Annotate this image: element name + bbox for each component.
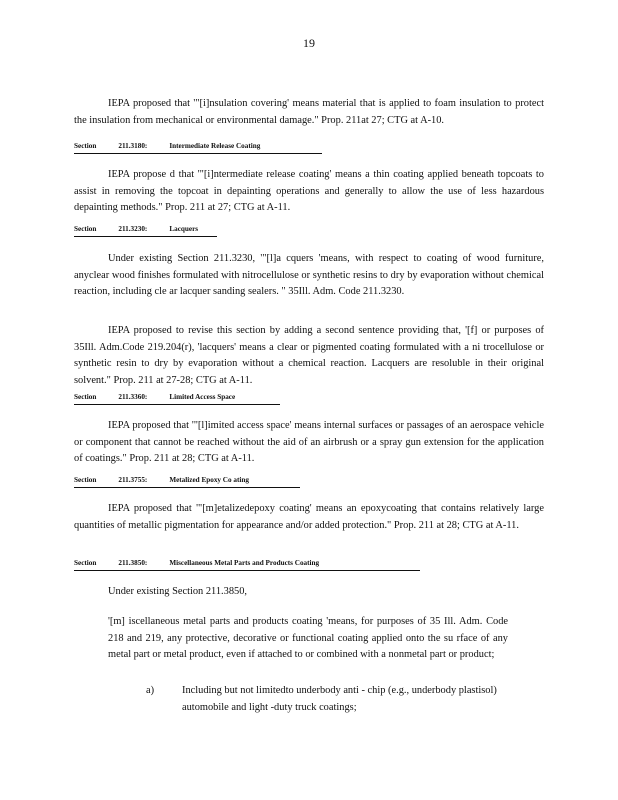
heading-section-number: 211.3180: xyxy=(118,142,148,150)
section-heading-211-3180 xyxy=(74,141,322,154)
paragraph-limited-access-space: IEPA proposed that '"[l]imited access space' means internal surfaces or passages of an aerospace vehicle or component that cannot be reached without the aid of an airbrush or a spray gun extension for the application of coatings." Prop. 211 at 28; CTG at A-11. xyxy=(74,420,544,464)
heading-section-number: 211.3360: xyxy=(118,393,148,401)
heading-section-title: Intermediate Release Coating xyxy=(169,142,261,150)
section-heading-211-3850 xyxy=(74,558,420,571)
heading-section-title: Limited Access Space xyxy=(169,393,236,401)
paragraph-lacquers-existing: Under existing Section 211.3230, '"[l]a cquers 'means, with respect to coating of wood furniture, anyclear wood finishes formulated with nitrocellulose or synthetic resins to dry by evaporation without chemical reaction, including cle ar lacquer sanding sealers. " 35Ill. Adm. Code 211.3230. xyxy=(74,253,544,297)
page-number: 19 xyxy=(303,36,315,50)
heading-section-label: Section xyxy=(74,142,97,150)
section-heading-211-3755 xyxy=(74,475,300,488)
paragraph-misc-metal-existing: Under existing Section 211.3850, xyxy=(108,586,248,597)
paragraph-metalized-epoxy-coating: IEPA proposed that '"[m]etalizedepoxy coating' means an epoxycoating that contains relatively large quantities of metallic pigmentation for appearance and/or added protection." Prop. 211 at 28; CTG at A-11. xyxy=(74,503,544,531)
heading-section-label: Section xyxy=(74,225,97,233)
section-heading-211-3360 xyxy=(74,392,280,405)
heading-section-number: 211.3755: xyxy=(118,476,148,484)
paragraph-intermediate-release-coating: IEPA propose d that '"[i]ntermediate release coating' means a thin coating applied beneath topcoats to assist in removing the topcoat in depainting operations and generally to allow the use of less hazardous depainting methods." Prop. 211 at 27; CTG at A-11. xyxy=(74,169,544,213)
heading-section-label: Section xyxy=(74,393,97,401)
heading-section-label: Section xyxy=(74,476,97,484)
list-item-marker: a) xyxy=(146,685,155,696)
heading-section-title: Metalized Epoxy Co ating xyxy=(169,476,249,484)
heading-section-title: Miscellaneous Metal Parts and Products Coating xyxy=(169,559,320,567)
heading-section-number: 211.3850: xyxy=(118,559,148,567)
heading-section-label: Section xyxy=(74,559,97,567)
section-heading-211-3230 xyxy=(74,224,217,237)
heading-section-number: 211.3230: xyxy=(118,225,148,233)
quoted-definition-misc-metal: '[m] iscellaneous metal parts and products coating 'means, for purposes of 35 Ill. Adm. Code 218 and 219, any protective, decorative or functional coating applied onto the su rface of any metal part or metal product, even if attached to or combined with a nonmetal part or product; xyxy=(108,616,508,660)
list-item-a xyxy=(146,683,526,716)
paragraph-insulation-covering: IEPA proposed that '"[i]nsulation covering' means material that is applied to foam insulation to protect the insulation from mechanical or environmental damage." Prop. 211at 27; CTG at A-10. xyxy=(74,98,544,126)
paragraph-lacquers-revision: IEPA proposed to revise this section by adding a second sentence providing that, '[f] or purposes of 35Ill. Adm.Code 219.204(r), 'lacquers' means a clear or pigmented coating formulated with a ni trocellulose or synthetic resin to dry by evaporation without a chemical reaction. Lacquers are resoluble in their original solvent." Prop. 211 at 27-28; CTG at A-11. xyxy=(74,325,544,386)
list-item-text: Including but not limitedto underbody anti - chip (e.g., underbody plastisol) automobile and light -duty truck coatings; xyxy=(182,685,497,713)
heading-section-title: Lacquers xyxy=(169,225,199,233)
